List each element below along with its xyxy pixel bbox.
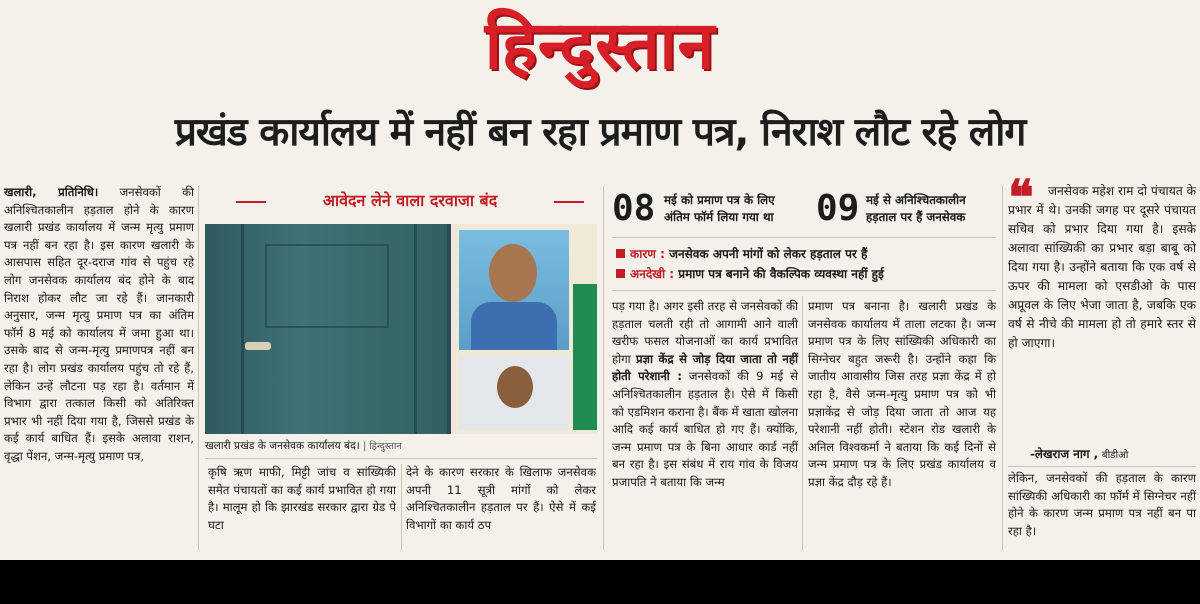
dateline: खलारी, प्रतिनिधि। xyxy=(4,185,99,199)
door-panel xyxy=(265,244,389,328)
column-divider xyxy=(401,464,402,550)
bottom-black-strip xyxy=(0,560,1200,604)
article-text: जनसेवकों की अनिश्चितकालीन हड़ताल होने के कारण खलारी प्रखंड कार्यालय में जन्म मृत्यु प्रमाण पत्र नहीं बन रहा है। इस कारण खलारी के आसपास सहित दूर-दराज गांव से पहुंच रहे लोग जनसेवक कार्यालय बंद होने के बाद निराश होकर लौट जा रहे हैं। जानकारी अनुसार, जन्म मृत्यु प्रमाण पत्र का अंतिम फॉर्म 8 मई को कार्यालय में जमा हुआ था। उसके बाद से जन्म-मृत्यु प्रमाणपत्र नहीं बन रहा है। लोग प्रखंड कार्यालय पहुंच तो रहे हैं, लेकिन उन्हें लौटना पड़ रहा है। वर्तमान में विभाग द्वारा तत्काल किसी को अतिरिक्त प्रभार भी नहीं दिया गया है, जिससे प्रखंड के कई कार्य बाधित हैं। इसके अलावा राशन, वृद्धा पेंशन, जन्म-मृत्यु प्रमाण पत्र, xyxy=(4,185,194,463)
bullet-cause: कारण : जनसेवक अपनी मांगों को लेकर हड़ताल पर हैं xyxy=(616,244,991,264)
photo-heading: आवेदन लेने वाला दरवाजा बंद xyxy=(262,182,558,220)
article-column-1 xyxy=(4,184,194,466)
office-photo xyxy=(205,224,597,434)
article-column-6: लेकिन, जनसेवकों की हड़ताल के कारण सांख्यिकी अधिकारी का फॉर्म में सिग्नेचर नहीं होने के कारण जन्म प्रमाण पत्र नहीं बन पा रहा है। xyxy=(1008,471,1196,538)
photo-credit: | हिन्दुस्तान xyxy=(363,441,402,452)
horizontal-rule xyxy=(205,458,597,459)
wall-poster xyxy=(447,224,597,434)
poster-portrait-1 xyxy=(459,230,569,350)
article-column-2: कृषि ऋण माफी, मिट्टी जांच व सांख्यिकी समेत पंचायतों का कई कार्य प्रभावित हो गया है। मालूम हो कि झारखंड सरकार द्वारा ग्रेड पे घटा xyxy=(208,465,396,532)
poster-portrait-2 xyxy=(459,356,569,430)
column-divider xyxy=(603,186,604,550)
fact-bullets xyxy=(616,244,991,284)
column-divider xyxy=(802,296,803,550)
fact-number: 08 xyxy=(612,188,656,229)
fact-text: मई को प्रमाण पत्र के लिए अंतिम फॉर्म लिया गया था xyxy=(664,193,775,224)
photo-caption: खलारी प्रखंड के जनसेवक कार्यालय बंद। | हिन्दुस्तान xyxy=(205,440,402,452)
article-column-4: पड़ गया है। अगर इसी तरह से जनसेवकों की हड़ताल चलती रही तो आगामी आने वाली खरीफ फसल योजनाओं का कार्य प्रभावित होगा प्रज्ञा केंद्र से जोड़ दिया जाता तो नहीं होती परेशानी : जनसेवकों की 9 मई से अनिश्चितकालीन हड़ताल है। ऐसे में किसी को एडमिशन कराना है। बैंक में खाता खोलना आदि कई कार्य बाधित हो गए हैं। क्योंकि, जन्म प्रमाण पत्र के बिना आधार कार्ड नहीं बन रहा है। इस संबंध में राय गांव के विजय प्रजापति ने बताया कि जन्म xyxy=(612,299,799,489)
fact-number: 09 xyxy=(816,188,860,229)
subheading: प्रज्ञा केंद्र से जोड़ दिया जाता तो नहीं होती परेशानी : xyxy=(612,351,798,384)
horizontal-rule xyxy=(1008,466,1196,467)
column-divider xyxy=(1002,186,1003,550)
fact-text: मई से अनिश्चितकालीन हड़ताल पर हैं जनसेवक xyxy=(866,193,966,224)
column-divider xyxy=(198,186,199,550)
article-column-5: प्रमाण पत्र बनाना है। खलारी प्रखंड के जनसेवक कार्यालय में ताला लटका है। जन्म प्रमाण पत्र के लिए सांख्यिकी अधिकारी का सिग्नेचर बहुत जरूरी है। उन्होंने कहा कि जातीय आवासीय जिस तरह प्रज्ञा केंद्र में हो रहा है, वैसे जन्म-मृत्यु प्रमाण पत्र को भी प्रज्ञाकेंद्र से जोड़ दिया जाता तो आज यह परेशानी नहीं होती। स्टेशन रोड खलारी के अनिल विश्वकर्मा ने बताया कि कई दिनों से जन्म प्रमाण पत्र के लिए प्रखंड कार्यालय व प्रज्ञा केंद्र दौड़ रहे हैं। xyxy=(808,299,996,489)
article-column-3: देने के कारण सरकार के खिलाफ जनसेवक अपनी 11 सूत्री मांगों को लेकर अनिश्चितकालीन हड़ताल पर हैं। ऐसे में कई विभागों का कार्य ठप xyxy=(406,465,596,532)
quote-icon: ❝ xyxy=(1008,170,1034,226)
quote-byline: -लेखराज नाग , बीडीओ xyxy=(1030,447,1129,461)
masthead xyxy=(0,0,1200,84)
pull-quote: जनसेवक महेश राम दो पंचायत के प्रभार में थे। उनकी जगह पर दूसरे पंचायत सचिव को प्रभार दिया गया है। इसके अलावा सांख्यिकी का प्रभार बड़ा बाबू को दिया गया है। उन्होंने बताया कि एक वर्ष से ऊपर की मामला को एसडीओ के पास अप्रूवल के लिए भेजा जाता है, जबकि एक वर्ष से नीचे की मामला हो तो हमारे स्तर से हो जाएगा। xyxy=(1008,184,1196,350)
masthead-logo: हिन्दुस्तान xyxy=(484,6,716,84)
page-title: प्रखंड कार्यालय में नहीं बन रहा प्रमाण पत्र, निराश लौट रहे लोग xyxy=(174,110,1026,155)
horizontal-rule xyxy=(612,237,996,238)
closed-door xyxy=(205,224,445,434)
door-latch xyxy=(245,342,271,350)
bullet-neglect: अनदेखी : प्रमाण पत्र बनाने की वैकल्पिक व्यवस्था नहीं हुई xyxy=(616,264,991,284)
poster-calendar xyxy=(573,284,597,430)
horizontal-rule xyxy=(612,290,996,291)
